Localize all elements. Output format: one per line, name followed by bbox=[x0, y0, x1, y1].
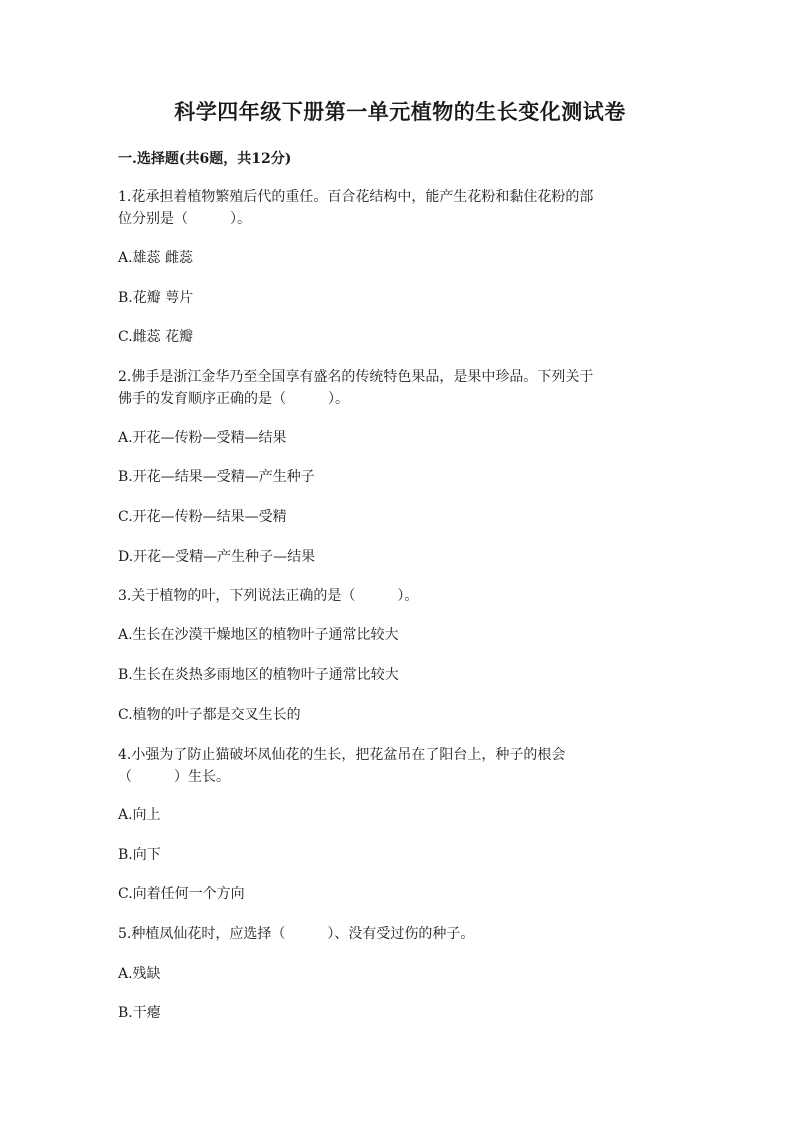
question-3-stem: 3.关于植物的叶，下列说法正确的是（ ）。 bbox=[118, 588, 419, 604]
question-1-option-a: A.雄蕊 雌蕊 bbox=[118, 250, 194, 266]
question-1-option-c: C.雌蕊 花瓣 bbox=[118, 329, 194, 345]
question-4-stem bbox=[118, 744, 678, 788]
question-4-option-b: B.向下 bbox=[118, 847, 161, 863]
question-3-option-b: B.生长在炎热多雨地区的植物叶子通常比较大 bbox=[118, 667, 399, 683]
question-1-stem bbox=[118, 186, 678, 230]
question-1-stem-line-2: 位分别是（ ）。 bbox=[118, 211, 251, 227]
question-1-stem-line-1: 1.花承担着植物繁殖后代的重任。百合花结构中，能产生花粉和黏住花粉的部 bbox=[118, 189, 594, 205]
question-2-stem bbox=[118, 366, 678, 410]
question-2-option-c: C.开花—传粉—结果—受精 bbox=[118, 509, 287, 525]
question-4-option-a: A.向上 bbox=[118, 807, 161, 823]
question-4-option-c: C.向着任何一个方向 bbox=[118, 886, 245, 902]
question-4-stem-line-2: （ ）生长。 bbox=[118, 769, 230, 785]
question-2-stem-line-1: 2.佛手是浙江金华乃至全国享有盛名的传统特色果品，是果中珍品。下列关于 bbox=[118, 369, 594, 385]
section-heading: 一.选择题(共6题，共12分) bbox=[118, 151, 292, 167]
question-2-option-b: B.开花—结果—受精—产生种子 bbox=[118, 469, 315, 485]
question-3-option-a: A.生长在沙漠干燥地区的植物叶子通常比较大 bbox=[118, 627, 399, 643]
question-1-option-b: B.花瓣 萼片 bbox=[118, 290, 194, 306]
page-title: 科学四年级下册第一单元植物的生长变化测试卷 bbox=[174, 99, 626, 124]
question-4-stem-line-1: 4.小强为了防止猫破坏凤仙花的生长，把花盆吊在了阳台上，种子的根会 bbox=[118, 747, 566, 763]
question-2-option-d: D.开花—受精—产生种子—结果 bbox=[118, 549, 316, 565]
question-2-option-a: A.开花—传粉—受精—结果 bbox=[118, 430, 287, 446]
question-5-stem: 5.种植凤仙花时，应选择（ ）、没有受过伤的种子。 bbox=[118, 926, 475, 942]
question-5-option-a: A.残缺 bbox=[118, 966, 161, 982]
question-3-option-c: C.植物的叶子都是交叉生长的 bbox=[118, 707, 301, 723]
question-2-stem-line-2: 佛手的发育顺序正确的是（ ）。 bbox=[118, 391, 349, 407]
question-5-option-b: B.干瘪 bbox=[118, 1005, 161, 1021]
